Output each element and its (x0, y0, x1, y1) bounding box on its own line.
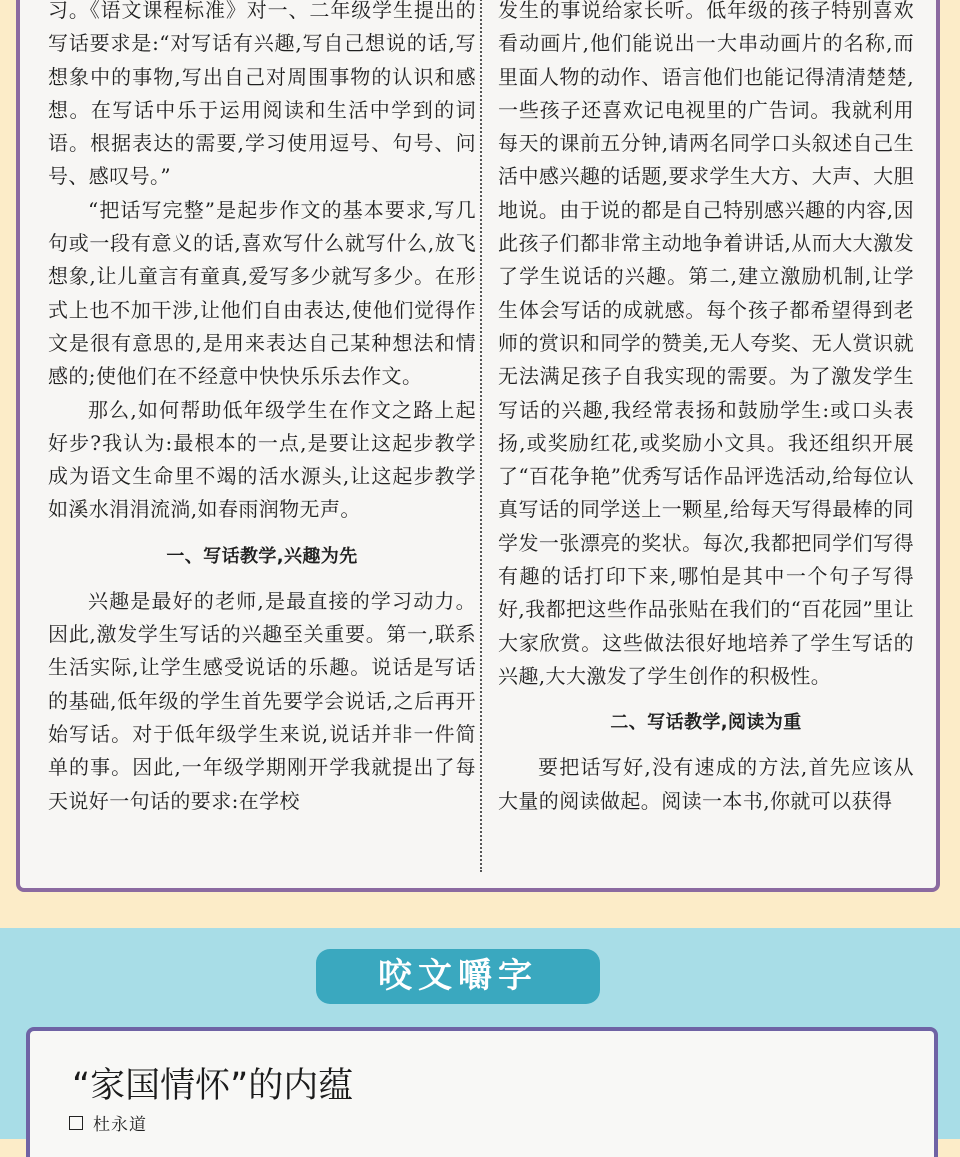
article-panel (16, 0, 940, 892)
paragraph: 习。《语文课程标准》对一、二年级学生提出的写话要求是:“对写话有兴趣,写自己想说的话,写想象中的事物,写出自己对周围事物的认识和感想。在写话中乐于运用阅读和生活中学到的词语。根据表达的需要,学习使用逗号、句号、问号、感叹号。” (48, 0, 476, 189)
author-row (69, 1110, 147, 1135)
paragraph: 那么,如何帮助低年级学生在作文之路上起好步?我认为:最根本的一点,是要让这起步教学成为语文生命里不竭的活水源头,让这起步教学如溪水涓涓流淌,如春雨润物无声。 (48, 397, 476, 522)
left-column (48, 0, 476, 818)
paragraph: 要把话写好,没有速成的方法,首先应该从大量的阅读做起。阅读一本书,你就可以获得 (498, 755, 914, 813)
square-bullet-icon (69, 1116, 83, 1130)
paragraph: 兴趣是最好的老师,是最直接的学习动力。因此,激发学生写话的兴趣至关重要。第一,联系生活实际,让学生感受说话的乐趣。说话是写话的基础,低年级的学生首先要学会说话,之后再开始写话。对于低年级学生来说,说话并非一件简单的事。因此,一年级学期刚开学我就提出了每天说好一句话的要求:在学校 (48, 588, 476, 813)
column-divider (480, 0, 482, 872)
section-heading-reading: 二、写话教学,阅读为重 (610, 712, 802, 734)
section-title-badge: 咬文嚼字 (316, 949, 600, 1004)
next-article-title: “家国情怀”的内蕴 (72, 1066, 354, 1106)
paragraph: “把话写完整”是起步作文的基本要求,写几句或一段有意义的话,喜欢写什么就写什么,放飞想象,让儿童言有童真,爱写多少就写多少。在形式上也不加干涉,让他们自由表达,使他们觉得作文是很有意思的,是用来表达自己某种想法和情感的;使他们在不经意中快快乐乐去作文。 (48, 197, 476, 389)
right-column (498, 0, 914, 818)
section-heading-interest: 一、写话教学,兴趣为先 (166, 545, 358, 567)
paragraph: 发生的事说给家长听。低年级的孩子特别喜欢看动画片,他们能说出一大串动画片的名称,而里面人物的动作、语言他们也能记得清清楚楚,一些孩子还喜欢记电视里的广告词。我就利用每天的课前五分钟,请两名同学口头叙述自己生活中感兴趣的话题,要求学生大方、大声、大胆地说。由于说的都是自己特别感兴趣的内容,因此孩子们都非常主动地争着讲话,从而大大激发了学生说话的兴趣。第二,建立激励机制,让学生体会写话的成就感。每个孩子都希望得到老师的赏识和同学的赞美,无人夸奖、无人赏识就无法满足孩子自我实现的需要。为了激发学生写话的兴趣,我经常表扬和鼓励学生:或口头表扬,或奖励红花,或奖励小文具。我还组织开展了“百花争艳”优秀写话作品评选活动,给每位认真写话的同学送上一颗星,给每天写得最棒的同学发一张漂亮的奖状。每次,我都把同学们写得有趣的话打印下来,哪怕是其中一个句子写得好,我都把这些作品张贴在我们的“百花园”里让大家欣赏。这些做法很好地培养了学生写话的兴趣,大大激发了学生创作的积极性。 (498, 0, 914, 688)
author-name: 杜永道 (93, 1115, 147, 1135)
